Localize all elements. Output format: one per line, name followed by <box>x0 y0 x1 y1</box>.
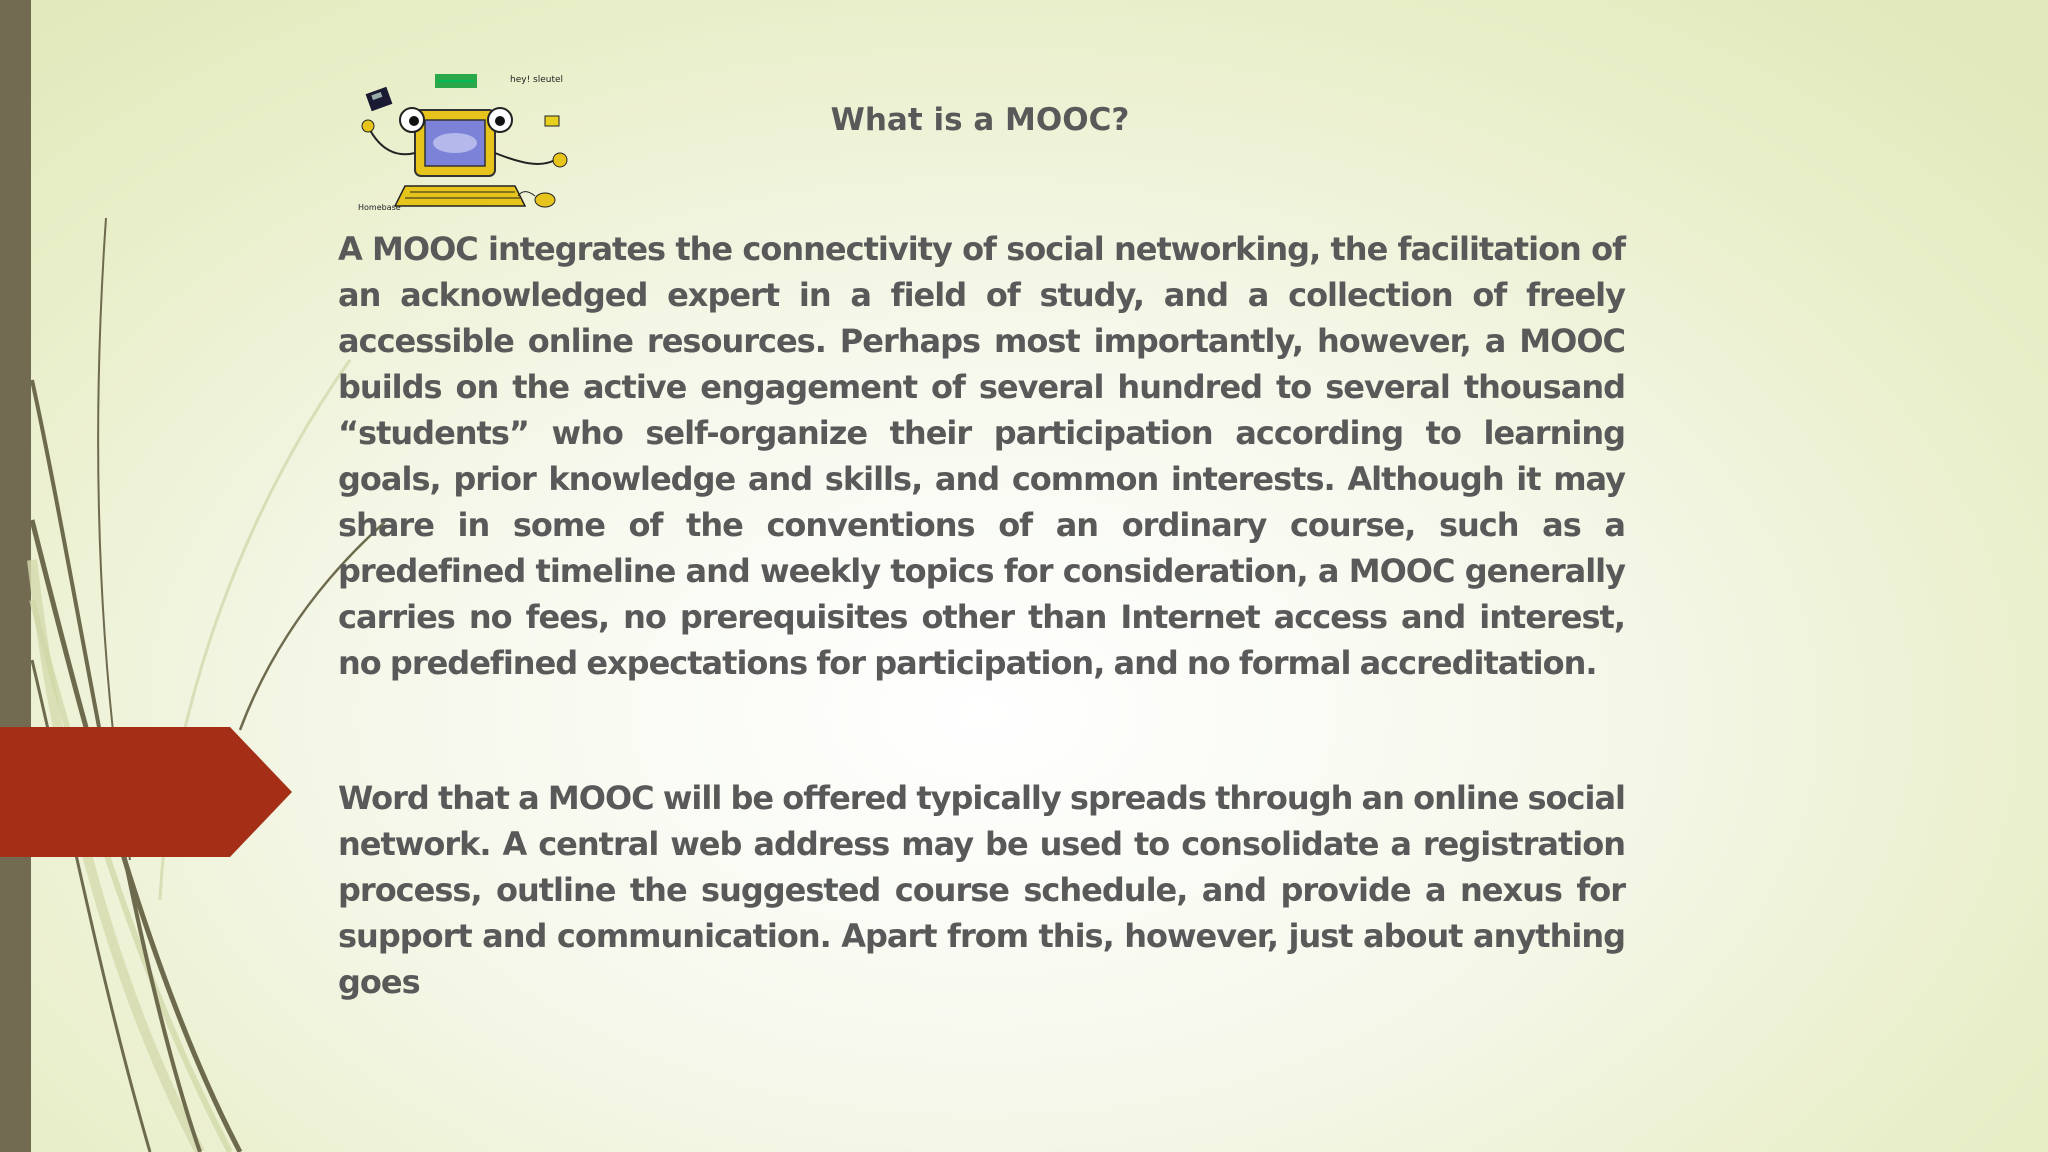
body-paragraph-definition: A MOOC integrates the connectivity of social networking, the facilitation of an acknowledged expert in a field of study, and a collection of freely accessible online resources. Perhaps most importantly, however, a MOOC builds on the active engagement of several hundred to several thousand “students” who self-organize their participation according to learning goals, prior knowledge and skills, and common interests. Although it may share in some of the conventions of an ordinary course, such as a predefined timeline and weekly topics for consideration, a MOOC generally carries no fees, no prerequisites other than Internet access and interest, no predefined expectations for participation, and no formal accreditation. <box>338 230 1625 682</box>
svg-text:hey! sleutel: hey! sleutel <box>510 75 564 85</box>
computer-mascot-icon <box>350 68 580 214</box>
left-accent-bar <box>0 0 31 1152</box>
svg-text:Homebase: Homebase <box>358 203 401 212</box>
body-paragraph-spread: Word that a MOOC will be offered typically spreads through an online social network. A central web address may be used to consolidate a registration process, outline the suggested course schedule, and provide a nexus for support and communication. Apart from this, however, just about anything goes <box>338 779 1625 1001</box>
red-arrow-shape <box>0 727 292 857</box>
slide-title: What is a MOOC? <box>830 102 1130 138</box>
